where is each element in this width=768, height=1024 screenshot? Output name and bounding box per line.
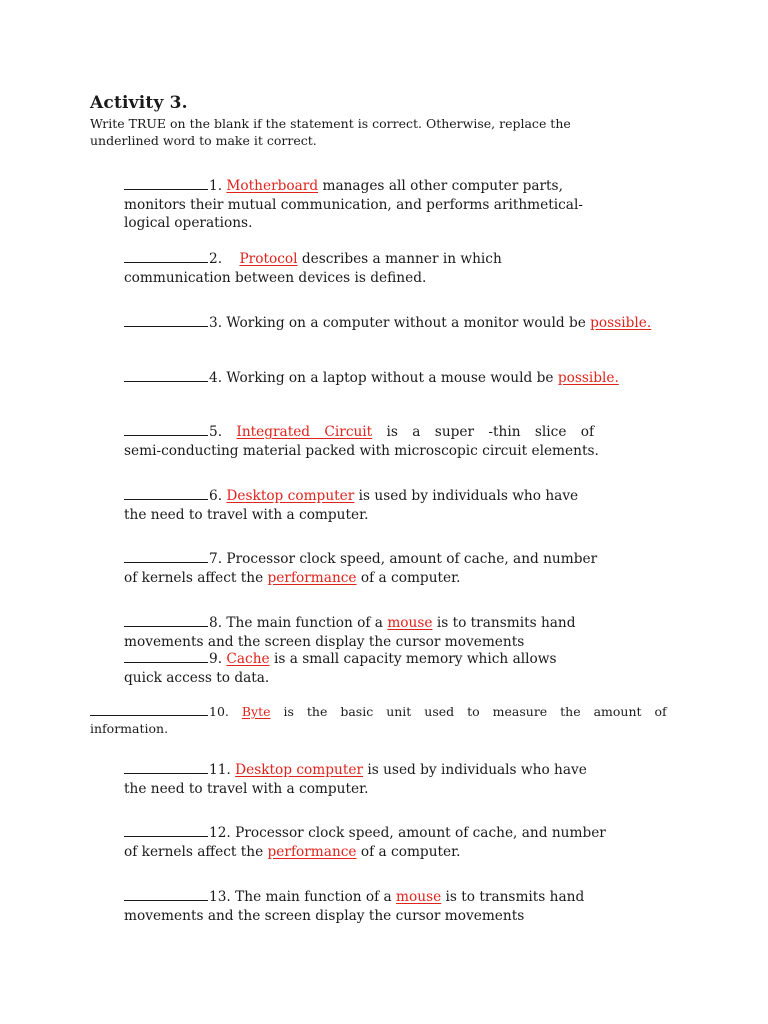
question-7: [124, 549, 644, 587]
instruction-line: Write TRUE on the blank if the statement is correct. Otherwise, replace the: [90, 116, 571, 131]
item-number: 1.: [209, 178, 223, 194]
item-text: movements and the screen display the cursor movements: [124, 633, 525, 650]
page-title: Activity 3.: [90, 93, 188, 113]
answer-blank[interactable]: [124, 422, 208, 436]
item-text: monitors their mutual communication, and performs arithmetical-: [124, 196, 583, 213]
item-text: Processor clock speed, amount of cache, and number: [222, 551, 598, 567]
item-text: is used by individuals who have: [354, 488, 579, 504]
answer-blank[interactable]: [124, 486, 208, 500]
question-3: [124, 313, 684, 333]
item-text: of a computer.: [356, 569, 461, 586]
item-text: is to transmits hand: [441, 889, 585, 905]
item-text: Working on a laptop without a mouse would be: [222, 370, 558, 386]
item-number: 2.: [209, 251, 223, 267]
answer-blank[interactable]: [124, 368, 208, 382]
item-text: of a computer.: [356, 843, 461, 860]
item-text: quick access to data.: [124, 669, 270, 686]
answer-blank[interactable]: [124, 549, 208, 563]
question-9: [124, 649, 644, 687]
item-text: movements and the screen display the cursor movements: [124, 907, 525, 924]
question-4: [124, 368, 684, 388]
underlined-keyword: performance: [267, 843, 357, 860]
item-text: is a small capacity memory which allows: [269, 651, 557, 667]
item-text: manages all other computer parts,: [318, 178, 563, 194]
underlined-keyword: Motherboard: [226, 178, 319, 194]
question-1: [124, 176, 644, 233]
item-text: Processor clock speed, amount of cache, and number: [230, 825, 606, 841]
answer-blank[interactable]: [124, 760, 208, 774]
item-text: information.: [90, 720, 169, 736]
item-text: The main function of a: [230, 889, 397, 905]
answer-blank[interactable]: [124, 823, 208, 837]
underlined-keyword: possible.: [590, 315, 652, 331]
item-number: 12.: [209, 825, 231, 841]
item-number: 13.: [209, 889, 231, 905]
item-number: 3.: [209, 315, 223, 331]
item-number: 8.: [209, 615, 223, 631]
question-6: [124, 486, 644, 524]
instruction-line: underlined word to make it correct.: [90, 133, 317, 148]
item-text: is the basic unit used to measure the amount of: [270, 704, 667, 719]
underlined-keyword: Cache: [226, 651, 270, 667]
question-8: [124, 613, 644, 651]
item-number: 6.: [209, 488, 223, 504]
question-12: [124, 823, 644, 861]
answer-blank[interactable]: [124, 313, 208, 327]
item-text: of kernels affect the: [124, 569, 268, 586]
underlined-keyword: Desktop computer: [226, 488, 355, 504]
answer-blank[interactable]: [124, 613, 208, 627]
underlined-keyword: Protocol: [239, 251, 298, 267]
underlined-keyword: mouse: [387, 615, 433, 631]
answer-blank[interactable]: [124, 887, 208, 901]
underlined-keyword: mouse: [396, 889, 442, 905]
item-text: is to transmits hand: [432, 615, 576, 631]
item-text: describes a manner in which: [297, 251, 502, 267]
underlined-keyword: Byte: [241, 704, 271, 719]
item-number: 11.: [209, 762, 231, 778]
item-text: of kernels affect the: [124, 843, 268, 860]
item-text: The main function of a: [222, 615, 388, 631]
item-text: the need to travel with a computer.: [124, 506, 369, 523]
item-number: 5.: [209, 424, 223, 440]
item-text: logical operations.: [124, 215, 253, 231]
question-10: [90, 702, 672, 737]
underlined-keyword: possible.: [557, 370, 619, 386]
question-11: [124, 760, 644, 798]
item-number: 9.: [209, 651, 223, 667]
item-text: semi-conducting material packed with microscopic circuit elements.: [124, 442, 599, 459]
underlined-keyword: Desktop computer: [235, 762, 363, 778]
question-13: [124, 887, 644, 925]
item-number: 7.: [209, 551, 223, 567]
underlined-keyword: Integrated Circuit: [236, 424, 373, 440]
item-text: is used by individuals who have: [363, 762, 587, 778]
answer-blank[interactable]: [124, 176, 208, 190]
question-5: [124, 422, 644, 460]
underlined-keyword: performance: [267, 569, 357, 586]
instructions: [90, 115, 620, 149]
item-text: is a super -thin slice of: [372, 424, 595, 440]
answer-blank[interactable]: [124, 249, 208, 263]
item-text: communication between devices is defined.: [124, 269, 427, 286]
item-number: 4.: [209, 370, 223, 386]
answer-blank[interactable]: [90, 702, 208, 716]
question-2: [124, 249, 644, 287]
item-text: Working on a computer without a monitor would be: [222, 315, 591, 331]
answer-blank[interactable]: [124, 649, 208, 663]
item-number: 10.: [209, 704, 229, 719]
item-text: the need to travel with a computer.: [124, 780, 369, 797]
